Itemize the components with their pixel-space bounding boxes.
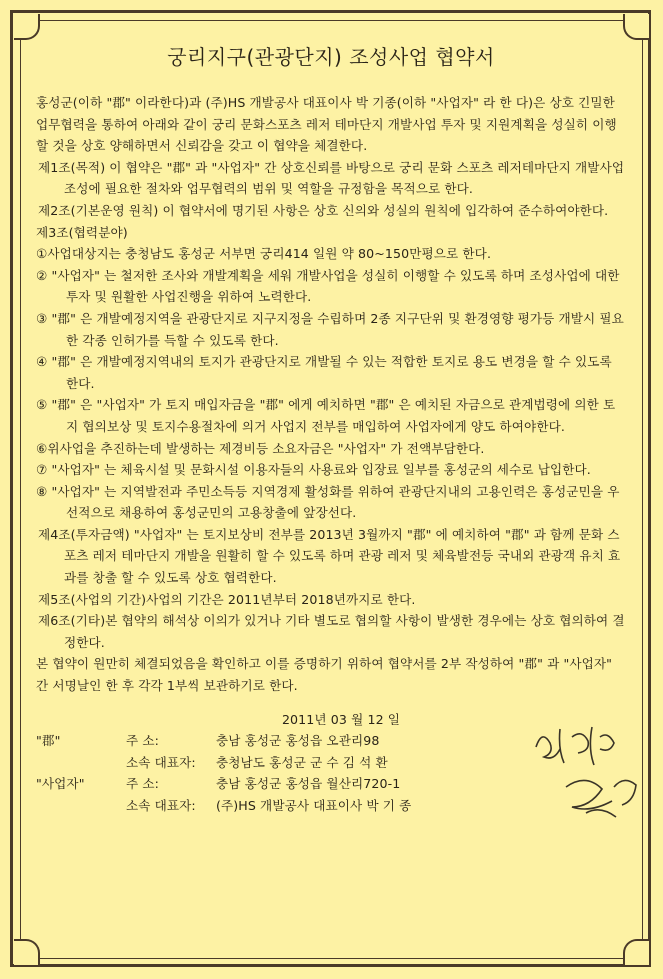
document-body (36, 44, 626, 817)
article-3-item: ④ "郡" 은 개발예정지역내의 토지가 관광단지로 개발될 수 있는 적합한 토지로 용도 변경을 할 수 있도록 한다. (36, 354, 612, 391)
article-5: 제5조(사업의 기간)사업의 기간은 2011년부터 2018년까지로 한다. (38, 591, 416, 607)
party2-address-label: 주 소: (126, 776, 159, 792)
article-3-item: ③ "郡" 은 개발예정지역을 관광단지로 지구지정을 수립하며 2종 지구단위 및 환경영향 평가등 개발시 필요한 각종 인허가를 득할 수 있도록 한다. (36, 310, 624, 348)
article-3-item: ② "사업자" 는 철저한 조사와 개발계획을 세워 개발사업을 성실히 이행할 수 있도록 하며 조성사업에 대한 투자 및 원활한 사업진행을 위하여 노력한다. (36, 267, 620, 305)
signature-block (36, 709, 626, 817)
party2-rep-label: 소속 대표자: (126, 798, 196, 813)
article-3-item: ⑥위사업을 추진하는데 발생하는 제경비등 소요자금은 "사업자" 가 전액부담한다. (36, 440, 485, 456)
party2-rep: (주)HS 개발공사 대표이사 박 기 종 (216, 798, 412, 813)
closing-paragraph: 본 협약이 원만히 체결되었음을 확인하고 이를 증명하기 위하여 협약서를 2부 작성하여 "郡" 과 "사업자" 간 서명날인 한 후 각각 1부씩 보관하기로 한다. (36, 656, 613, 694)
article-4: 제4조(투자금액) "사업자" 는 토지보상비 전부를 2013년 3월까지 "郡" 에 예치하여 "郡" 과 함께 문화 스포츠 레저 테마단지 개발을 원활히 할 수 있도록 하며 관광 레저 및 체육발전등 국내외 관광객 유치 효과를 창출 할 수 있도록 상호 협력한다. (38, 526, 621, 586)
party1-address-label: 주 소: (126, 733, 159, 749)
article-6: 제6조(기타)본 협약의 해석상 이의가 있거나 기타 별도로 협의할 사항이 발생한 경우에는 상호 협의하여 결정한다. (38, 613, 625, 650)
party1-address: 충남 홍성군 홍성읍 오관리98 (216, 733, 380, 749)
handwritten-signature (526, 717, 656, 837)
signing-date: 2011년 03 월 12 일 (281, 711, 401, 727)
article-2: 제2조(기본운영 원칙) 이 협약서에 명기된 사항은 상호 신의와 성실의 원칙에 입각하여 준수하여야한다. (38, 202, 609, 218)
corner-ornament-top-right (623, 14, 649, 40)
party1-rep-label: 소속 대표자: (126, 754, 196, 770)
corner-ornament-bottom-left (14, 939, 40, 965)
party1-rep: 충청남도 홍성군 군 수 김 석 환 (216, 754, 388, 770)
article-3-item: ⑦ "사업자" 는 체육시설 및 문화시설 이용자들의 사용료와 입장료 일부를 홍성군의 세수로 납입한다. (36, 462, 591, 478)
article-1: 제1조(목적) 이 협약은 "郡" 과 "사업자" 간 상호신뢰를 바탕으로 궁리 문화 스포츠 레저테마단지 개발사업 조성에 필요한 절차와 업무협력의 범위 및 역할을 규정함을 목적으로 한다. (38, 159, 625, 197)
party1-name: "郡" (36, 733, 61, 749)
corner-ornament-bottom-right (623, 939, 649, 965)
article-3-item: ⑤ "郡" 은 "사업자" 가 토지 매입자금을 "郡" 에게 예치하면 "郡" 은 예치된 자금으로 관계법령에 의한 토지 협의보상 및 토지수용절차에 의거 사업지 전부를 매입하여 사업자에게 양도 하여야한다. (36, 397, 616, 434)
party2-address: 충남 홍성군 홍성읍 월산리720-1 (216, 776, 401, 792)
article-3-heading: 제3조(협력분야) (36, 224, 128, 240)
document-title: 궁리지구(관광단지) 조성사업 협약서 (167, 45, 495, 69)
intro-paragraph: 홍성군(이하 "郡" 이라한다)과 (주)HS 개발공사 대표이사 박 기종(이하 "사업자" 라 한 다)은 상호 긴밀한 업무협력을 통하여 아래와 같이 궁리 문화스포츠 레저 테마단지 개발사업 투자 및 지원계획을 성실히 이행할 것을 상호 양해하면서 신뢰감을 갖고 이 협약을 체결한다. (36, 95, 617, 154)
article-3-item: ⑧ "사업자" 는 지역발전과 주민소득등 지역경제 활성화를 위하여 관광단지내의 고용인력은 홍성군민을 우선적으로 채용하여 홍성군민의 고용창출에 앞장선다. (36, 483, 620, 521)
article-3-item: ①사업대상지는 충청남도 홍성군 서부면 궁리414 일원 약 80~150만평으로 한다. (36, 246, 492, 262)
party2-name: "사업자" (36, 776, 85, 792)
